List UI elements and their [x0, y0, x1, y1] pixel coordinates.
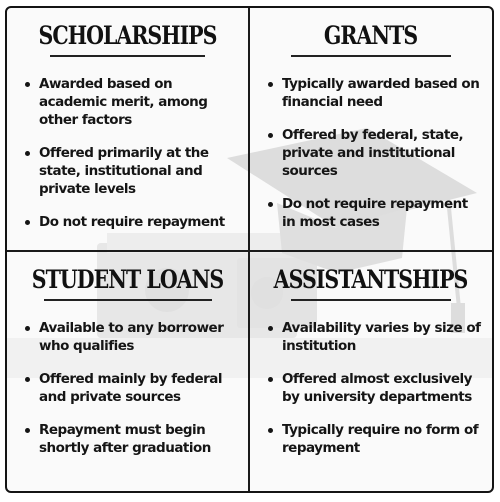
- student-loans-title-underline: [44, 299, 212, 301]
- list-item: [25, 370, 240, 406]
- list-item-text: Offered mainly by federal and private sources: [39, 370, 223, 405]
- grants-title: GRANTS: [323, 21, 418, 50]
- list-item-text: Do not require repayment in most cases: [282, 195, 468, 230]
- grants-panel: [250, 8, 491, 249]
- list-item: [268, 195, 483, 231]
- bullet-icon: [25, 220, 30, 225]
- list-item: [25, 75, 240, 129]
- bullet-icon: [25, 428, 30, 433]
- list-item-text: Do not require repayment: [39, 213, 225, 230]
- list-item-text: Offered primarily at the state, institutional and private levels: [39, 144, 209, 197]
- list-item-text: Awarded based on academic merit, among other factors: [39, 75, 208, 128]
- bullet-icon: [268, 428, 273, 433]
- bullet-icon: [268, 202, 273, 207]
- bullet-icon: [25, 326, 30, 331]
- student-loans-panel: [7, 252, 248, 493]
- list-item: [25, 319, 240, 355]
- list-item-text: Availability varies by size of institution: [282, 319, 481, 354]
- scholarships-title-underline: [50, 55, 205, 57]
- list-item-text: Typically require no form of repayment: [282, 421, 479, 456]
- list-item: [25, 213, 240, 231]
- bullet-icon: [25, 82, 30, 87]
- bullet-icon: [268, 82, 273, 87]
- scholarships-panel: [7, 8, 248, 249]
- student-loans-title: STUDENT LOANS: [31, 265, 224, 294]
- assistantships-list: [250, 319, 491, 457]
- assistantships-title-underline: [291, 299, 451, 301]
- grants-title-underline: [291, 55, 451, 57]
- list-item: [268, 75, 483, 111]
- list-item-text: Typically awarded based on financial need: [282, 75, 480, 110]
- bullet-icon: [268, 133, 273, 138]
- list-item: [25, 421, 240, 457]
- student-loans-list: [7, 319, 248, 457]
- list-item-text: Offered by federal, state, private and institutional sources: [282, 126, 464, 179]
- list-item: [268, 370, 483, 406]
- list-item: [268, 319, 483, 355]
- assistantships-panel: [250, 252, 491, 493]
- scholarships-list: [7, 75, 248, 231]
- financial-aid-comparison-board: [5, 6, 494, 493]
- bullet-icon: [268, 377, 273, 382]
- list-item-text: Available to any borrower who qualifies: [39, 319, 224, 354]
- bullet-icon: [25, 151, 30, 156]
- grants-list: [250, 75, 491, 231]
- list-item-text: Offered almost exclusively by university departments: [282, 370, 472, 405]
- assistantships-title: ASSISTANTSHIPS: [273, 265, 468, 294]
- list-item: [25, 144, 240, 198]
- bullet-icon: [25, 377, 30, 382]
- list-item: [268, 421, 483, 457]
- bullet-icon: [268, 326, 273, 331]
- scholarships-title: SCHOLARSHIPS: [38, 21, 217, 50]
- list-item-text: Repayment must begin shortly after graduation: [39, 421, 211, 456]
- list-item: [268, 126, 483, 180]
